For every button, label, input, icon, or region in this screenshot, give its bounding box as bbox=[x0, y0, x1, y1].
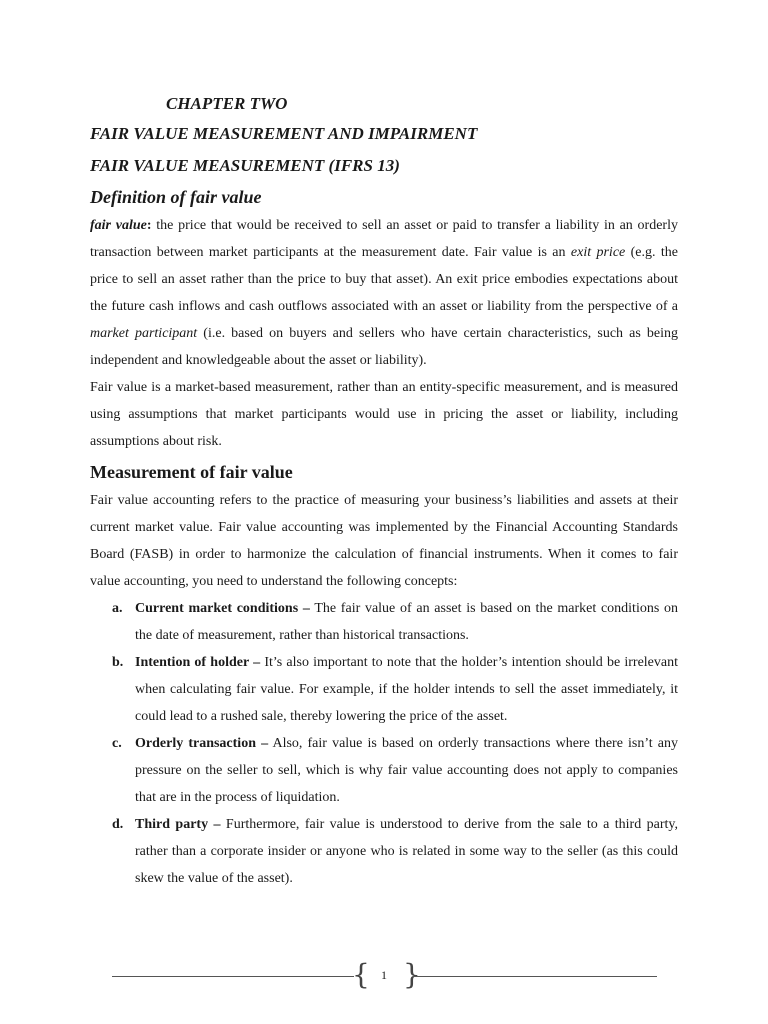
market-based-paragraph: Fair value is a market-based measurement, rather than an entity-specific measurement, and is measured using assumptions that market participants would use in pricing the asset or liability, including assumptions about risk. bbox=[90, 380, 678, 449]
definition-paragraph bbox=[90, 212, 678, 374]
page-footer bbox=[112, 958, 657, 992]
definition-text-1: the price that would be received to sell an asset or paid to transfer a liability in an orderly transaction between market participants at the measurement date. Fair value is an bbox=[90, 218, 678, 260]
section-title: FAIR VALUE MEASUREMENT (IFRS 13) bbox=[90, 156, 400, 175]
list-item-text: Furthermore, fair value is understood to derive from the sale to a third party, rather than a corporate insider or anyone who is related in some way to the seller (as this could skew the value of the asset). bbox=[135, 817, 678, 886]
definition-text-3: (i.e. based on buyers and sellers who have certain characteristics, such as being independent and knowledgeable about the asset or liability). bbox=[90, 326, 678, 368]
list-marker: b. bbox=[112, 655, 124, 670]
list-item-term: Current market conditions – bbox=[135, 601, 310, 616]
definition-term: fair value bbox=[90, 218, 147, 233]
page-number: 1 bbox=[381, 968, 387, 982]
definition-text-2: (e.g. the price to sell an asset rather than the price to buy that asset). An exit price embodies expectations about the future cash inflows and cash outflows associated with an asset or liability from the perspective of a bbox=[90, 245, 678, 314]
list-marker: c. bbox=[112, 736, 122, 751]
chapter-title: FAIR VALUE MEASUREMENT AND IMPAIRMENT bbox=[90, 124, 478, 143]
right-brace-icon: } bbox=[403, 958, 421, 991]
footer-rule-right bbox=[413, 976, 657, 977]
left-brace-icon: { bbox=[352, 958, 370, 991]
measurement-heading: Measurement of fair value bbox=[90, 462, 293, 482]
list-item-text: It’s also important to note that the holder’s intention should be irrelevant when calculating fair value. For example, if the holder intends to sell the asset immediately, it could lead to a rushed sale, thereby lowering the price of the asset. bbox=[135, 655, 678, 724]
list-item-text: Also, fair value is based on orderly transactions where there isn’t any pressure on the seller to sell, which is why fair value accounting does not apply to companies that are in the process of liquidation. bbox=[135, 736, 678, 805]
list-item-term: Third party – bbox=[135, 817, 221, 832]
list-marker: d. bbox=[112, 817, 124, 832]
definition-colon: : bbox=[146, 218, 152, 233]
list-item-term: Intention of holder – bbox=[135, 655, 261, 670]
list-marker: a. bbox=[112, 601, 123, 616]
exit-price-term: exit price bbox=[570, 245, 626, 260]
list-item bbox=[90, 649, 678, 730]
list-item bbox=[90, 730, 678, 811]
list-item bbox=[90, 811, 678, 892]
chapter-heading: CHAPTER TWO bbox=[166, 94, 288, 113]
definition-heading: Definition of fair value bbox=[90, 187, 262, 207]
list-item bbox=[90, 595, 678, 649]
market-participant-term: market participant bbox=[90, 326, 198, 341]
measurement-intro: Fair value accounting refers to the practice of measuring your business’s liabilities and assets at their current market value. Fair value accounting was implemented by the Financial Accounting Standards Board (FASB) in order to harmonize the calculation of financial instruments. When it comes to fair value accounting, you need to understand the following concepts: bbox=[90, 493, 678, 589]
page-content bbox=[90, 90, 678, 892]
list-item-text: The fair value of an asset is based on the market conditions on the date of measurement, rather than historical transactions. bbox=[135, 601, 678, 643]
list-item-term: Orderly transaction – bbox=[135, 736, 269, 751]
concepts-list bbox=[90, 595, 678, 892]
footer-rule-left bbox=[112, 976, 354, 977]
